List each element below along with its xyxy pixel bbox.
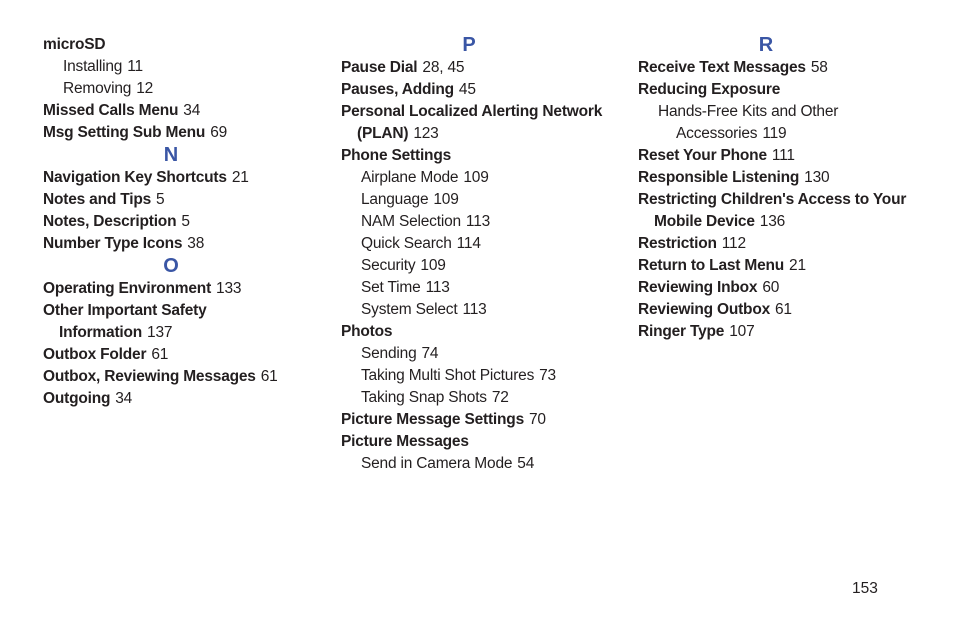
index-term: Hands-Free Kits and Other <box>658 103 839 120</box>
index-term: Taking Multi Shot Pictures <box>361 367 535 384</box>
index-subentry <box>341 365 611 387</box>
index-page-ref: 58 <box>810 59 828 76</box>
index-term: Msg Setting Sub Menu <box>43 124 206 141</box>
index-page-ref: 137 <box>147 324 173 341</box>
index-entry <box>638 211 913 233</box>
index-entry <box>341 145 611 167</box>
index-term: Ringer Type <box>638 323 725 340</box>
index-term: Removing <box>63 80 132 97</box>
index-page-ref: 5 <box>156 191 165 208</box>
index-page-ref: 114 <box>456 235 481 252</box>
index-page-ref: 72 <box>491 389 509 406</box>
index-term: Photos <box>341 323 393 340</box>
index-term: Personal Localized Alerting Network <box>341 103 603 120</box>
index-term: Reviewing Outbox <box>638 301 771 318</box>
index-subentry <box>341 167 611 189</box>
index-page-ref: 54 <box>517 455 535 472</box>
index-entry <box>638 57 913 79</box>
index-column-middle <box>341 34 611 475</box>
index-term: Notes, Description <box>43 213 177 230</box>
index-term: Information <box>59 324 143 341</box>
index-entry <box>341 57 611 79</box>
index-page-ref: 28, 45 <box>422 59 465 76</box>
index-term: (PLAN) <box>357 125 409 142</box>
index-page-ref: 70 <box>529 411 546 428</box>
index-page-ref: 107 <box>729 323 755 340</box>
index-subentry <box>341 189 611 211</box>
index-term: NAM Selection <box>361 213 461 230</box>
index-page-ref: 109 <box>420 257 446 274</box>
index-subentry <box>43 56 313 78</box>
index-page-ref: 111 <box>771 147 795 164</box>
index-page-ref: 113 <box>425 279 450 296</box>
index-term: Language <box>361 191 429 208</box>
index-page-ref: 112 <box>721 235 746 252</box>
index-entry <box>638 167 913 189</box>
index-term: System Select <box>361 301 458 318</box>
index-term: Accessories <box>676 125 758 142</box>
index-entry <box>43 366 313 388</box>
index-page-ref: 136 <box>759 213 786 230</box>
index-letter-heading: O <box>163 255 179 277</box>
index-term: Number Type Icons <box>43 235 183 252</box>
index-entry <box>638 189 913 211</box>
index-page-ref: 11 <box>127 58 143 75</box>
index-page-ref: 73 <box>539 367 556 384</box>
index-term: Pause Dial <box>341 59 418 76</box>
index-entry <box>638 321 913 343</box>
index-subentry <box>341 343 611 365</box>
index-term: Notes and Tips <box>43 191 152 208</box>
index-page-ref: 74 <box>421 345 439 362</box>
page-number: 153 <box>852 580 878 597</box>
index-entry <box>43 211 313 233</box>
index-term: microSD <box>43 36 106 53</box>
index-page-ref: 21 <box>231 169 249 186</box>
index-page-ref: 69 <box>210 124 228 141</box>
index-entry <box>43 300 313 322</box>
index-page-ref: 113 <box>465 213 491 230</box>
index-entry <box>341 101 611 123</box>
index-term: Phone Settings <box>341 147 452 164</box>
index-page-ref: 123 <box>413 125 439 142</box>
index-page-ref: 21 <box>789 257 806 274</box>
index-entry <box>43 278 313 300</box>
index-page-ref: 45 <box>458 81 476 98</box>
index-page-ref: 60 <box>762 279 780 296</box>
index-term: Mobile Device <box>654 213 755 230</box>
index-entry <box>43 34 313 56</box>
index-entry <box>43 322 313 344</box>
index-term: Outbox Folder <box>43 346 147 363</box>
index-entry <box>638 233 913 255</box>
index-term: Security <box>361 257 416 274</box>
index-term: Reset Your Phone <box>638 147 767 164</box>
index-entry <box>638 79 913 101</box>
index-term: Airplane Mode <box>361 169 459 186</box>
index-entry <box>638 255 913 277</box>
index-entry <box>638 277 913 299</box>
index-term: Other Important Safety <box>43 302 207 319</box>
index-letter-heading: N <box>163 144 179 166</box>
index-term: Picture Message Settings <box>341 411 524 428</box>
index-term: Installing <box>63 58 123 75</box>
index-page-ref: 5 <box>181 213 190 230</box>
index-entry <box>43 388 313 410</box>
index-term: Set Time <box>361 279 421 296</box>
index-subentry <box>638 101 913 123</box>
index-entry <box>43 100 313 122</box>
index-subentry <box>341 233 611 255</box>
index-subentry <box>341 277 611 299</box>
index-entry <box>43 344 313 366</box>
index-term: Taking Snap Shots <box>361 389 487 406</box>
index-letter-heading: P <box>462 34 476 56</box>
index-entry <box>43 233 313 255</box>
index-page-ref: 130 <box>804 169 830 186</box>
index-page-ref: 109 <box>463 169 489 186</box>
index-term: Outgoing <box>43 390 111 407</box>
index-entry <box>341 431 611 453</box>
index-page-ref: 119 <box>762 125 787 142</box>
index-entry <box>341 409 611 431</box>
index-term: Reducing Exposure <box>638 81 781 98</box>
index-term: Picture Messages <box>341 433 469 450</box>
index-page-ref: 61 <box>775 301 792 318</box>
index-column-right <box>638 34 913 343</box>
index-subentry <box>638 123 913 145</box>
index-page-ref: 38 <box>187 235 205 252</box>
index-subentry <box>341 453 611 475</box>
index-page-ref: 61 <box>260 368 278 385</box>
index-subentry <box>341 211 611 233</box>
index-term: Quick Search <box>361 235 452 252</box>
index-column-left <box>43 34 313 410</box>
index-term: Reviewing Inbox <box>638 279 758 296</box>
index-term: Outbox, Reviewing Messages <box>43 368 256 385</box>
index-term: Operating Environment <box>43 280 212 297</box>
index-term: Responsible Listening <box>638 169 800 186</box>
index-term: Restriction <box>638 235 717 252</box>
index-entry <box>638 299 913 321</box>
index-term: Navigation Key Shortcuts <box>43 169 227 186</box>
index-page-ref: 113 <box>462 301 487 318</box>
index-page-ref: 12 <box>136 80 154 97</box>
index-subentry <box>341 299 611 321</box>
index-subentry <box>43 78 313 100</box>
index-page-ref: 61 <box>151 346 169 363</box>
index-term: Return to Last Menu <box>638 257 785 274</box>
index-term: Receive Text Messages <box>638 59 806 76</box>
index-subentry <box>341 255 611 277</box>
index-page-ref: 133 <box>216 280 242 297</box>
index-page-ref: 34 <box>183 102 201 119</box>
index-subentry <box>341 387 611 409</box>
index-entry <box>43 122 313 144</box>
index-entry <box>638 145 913 167</box>
index-term: Send in Camera Mode <box>361 455 513 472</box>
index-letter-heading: R <box>758 34 774 56</box>
index-entry <box>43 189 313 211</box>
index-entry <box>43 167 313 189</box>
index-term: Restricting Children's Access to Your <box>638 191 907 208</box>
index-entry <box>341 321 611 343</box>
index-page-ref: 109 <box>433 191 459 208</box>
index-entry <box>341 123 611 145</box>
index-entry <box>341 79 611 101</box>
index-term: Missed Calls Menu <box>43 102 179 119</box>
index-page-ref: 34 <box>115 390 133 407</box>
index-term: Sending <box>361 345 417 362</box>
index-term: Pauses, Adding <box>341 81 454 98</box>
